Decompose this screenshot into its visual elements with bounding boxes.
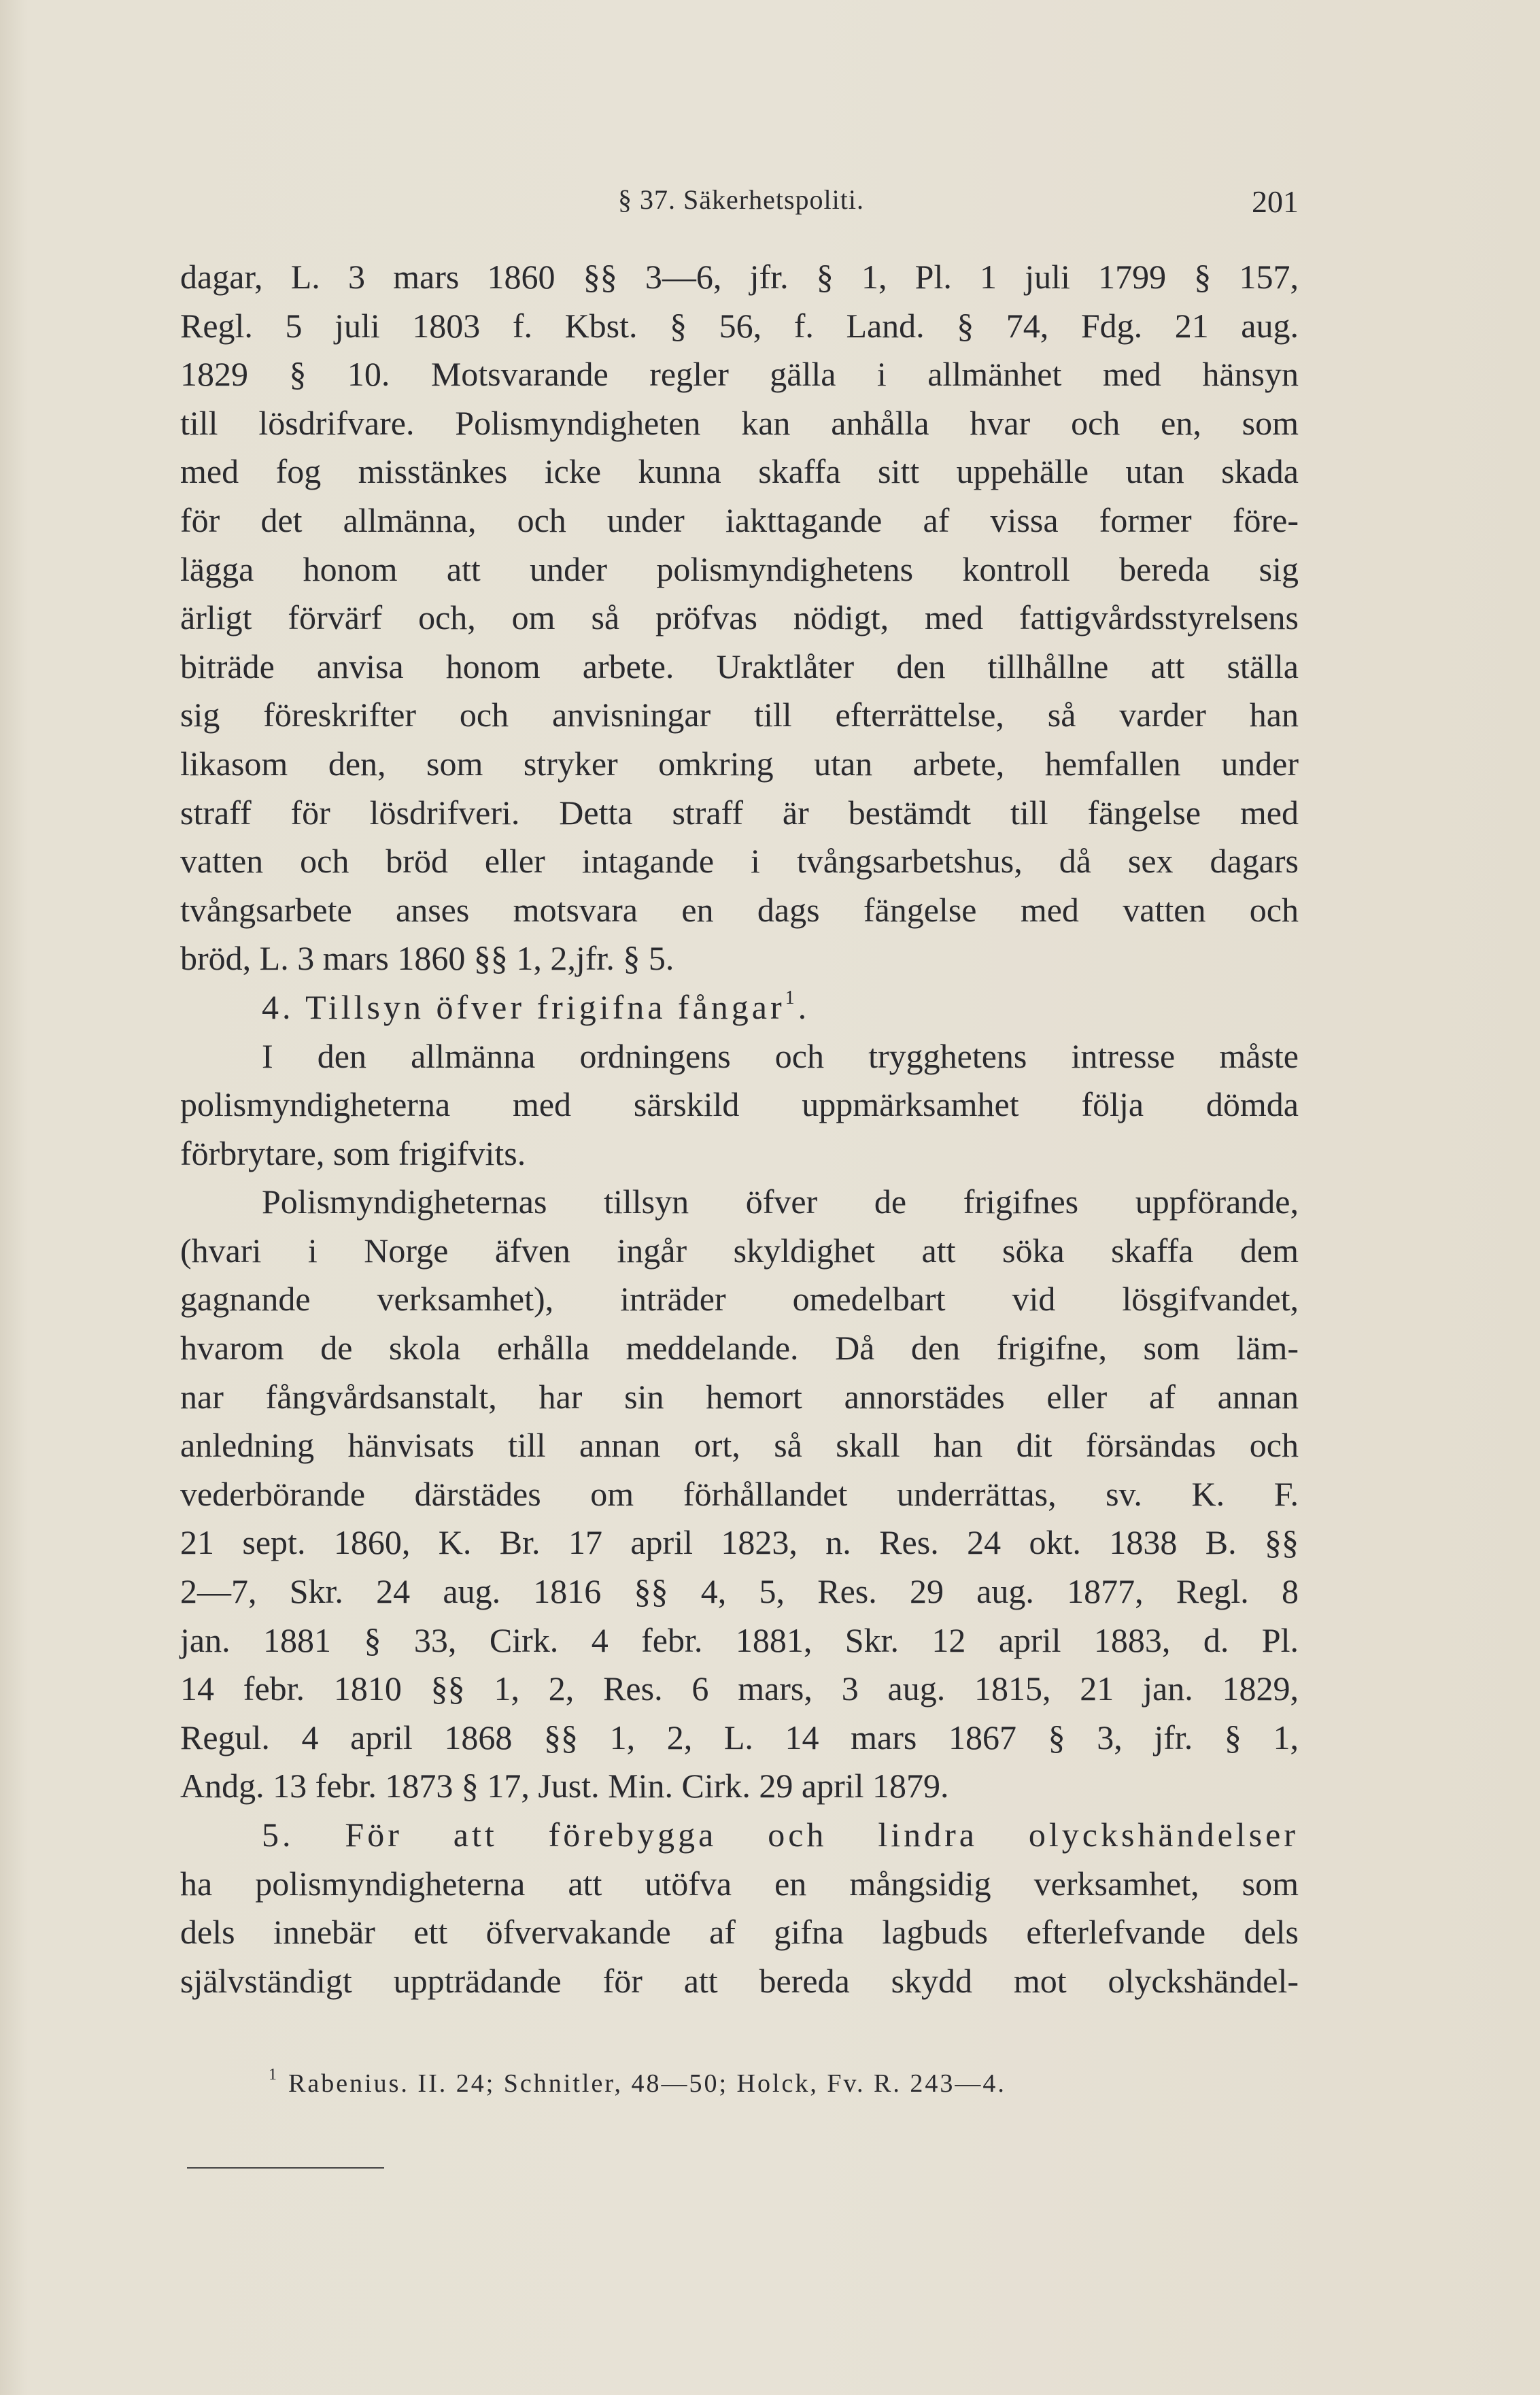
text-line: vederbörande därstädes om förhållandet underrättas, sv. K. F.	[180, 1474, 1299, 1513]
text-line: ärligt förvärf och, om så pröfvas nödigt, med fattigvårdsstyrelsens	[180, 598, 1299, 637]
section-heading-4: 4. Tillsyn öfver frigifna fångar$^1$.	[262, 987, 810, 1026]
running-title: § 37. Säkerhetspoliti.	[618, 184, 864, 215]
text-line: för det allmänna, och under iakttagande af vissa former före-	[180, 500, 1299, 539]
text-line: 2—7, Skr. 24 aug. 1816 §§ 4, 5, Res. 29 aug. 1877, Regl. 8	[180, 1572, 1299, 1611]
text-line: lägga honom att under polismyndighetens kontroll bereda sig	[180, 549, 1299, 588]
page-number: 201	[1252, 184, 1299, 219]
text-line: dagar, L. 3 mars 1860 §§ 3—6, jfr. § 1, Pl. 1 juli 1799 § 157,	[180, 258, 1299, 296]
text-line: I den allmänna ordningens och trygghetens intresse måste	[262, 1036, 1299, 1075]
text-line: likasom den, som stryker omkring utan arbete, hemfallen under	[180, 744, 1299, 783]
text-line: (hvari i Norge äfven ingår skyldighet att söka skaffa dem	[180, 1231, 1299, 1270]
section-heading-text: 4. Tillsyn öfver frigifna fångar	[262, 987, 785, 1026]
text-line: Andg. 13 febr. 1873 § 17, Just. Min. Cirk. 29 april 1879.	[180, 1767, 949, 1805]
footnote-reference: 1	[785, 987, 798, 1008]
text-line: biträde anvisa honom arbete. Uraktlåter den tillhållne att ställa	[180, 647, 1299, 685]
text-line: Polismyndigheternas tillsyn öfver de frigifnes uppförande,	[262, 1183, 1299, 1221]
text-line: straff för lösdrifveri. Detta straff är bestämdt till fängelse med	[180, 793, 1299, 832]
text-line: med fog misstänkes icke kunna skaffa sitt uppehälle utan skada	[180, 452, 1299, 491]
text-line: Regul. 4 april 1868 §§ 1, 2, L. 14 mars 1867 § 3, jfr. § 1,	[180, 1718, 1299, 1756]
footnote-mark: 1	[269, 2066, 279, 2084]
text-line: bröd, L. 3 mars 1860 §§ 1, 2,jfr. § 5.	[180, 939, 674, 978]
text-line: jan. 1881 § 33, Cirk. 4 febr. 1881, Skr. 12 april 1883, d. Pl.	[180, 1620, 1299, 1659]
text-line: nar fångvårdsanstalt, har sin hemort annorstädes eller af annan	[180, 1377, 1299, 1416]
footnote-text: Rabenius. II. 24; Schnitler, 48—50; Holck, Fv. R. 243—4.	[288, 2069, 1006, 2098]
text-line: självständigt uppträdande för att bereda skydd mot olyckshändel-	[180, 1961, 1299, 2000]
text-line: vatten och bröd eller intagande i tvångsarbetshus, då sex dagars	[180, 842, 1299, 881]
text-line: förbrytare, som frigifvits.	[180, 1134, 526, 1172]
text-line: dels innebär ett öfvervakande af gifna lagbuds efterlefvande dels	[180, 1913, 1299, 1952]
section-heading-5: 5. För att förebygga och lindra olyckshändelser	[262, 1816, 1299, 1854]
footnote-rule	[187, 2167, 384, 2169]
text-line: anledning hänvisats till annan ort, så skall han dit försändas och	[180, 1426, 1299, 1465]
footnote	[269, 2066, 1006, 2099]
text-line: Regl. 5 juli 1803 f. Kbst. § 56, f. Land. § 74, Fdg. 21 aug.	[180, 306, 1299, 345]
text-line: ha polismyndigheterna att utöfva en mångsidig verksamhet, som	[180, 1864, 1299, 1903]
text-line: till lösdrifvare. Polismyndigheten kan anhålla hvar och en, som	[180, 403, 1299, 442]
text-line: 14 febr. 1810 §§ 1, 2, Res. 6 mars, 3 aug. 1815, 21 jan. 1829,	[180, 1669, 1299, 1708]
text-line: polismyndigheterna med särskild uppmärksamhet följa dömda	[180, 1085, 1299, 1124]
text-line: gagnande verksamhet), inträder omedelbart vid lösgifvandet,	[180, 1280, 1299, 1319]
text-line: tvångsarbete anses motsvara en dags fängelse med vatten och	[180, 890, 1299, 929]
body-text	[180, 253, 1299, 2005]
text-line: 21 sept. 1860, K. Br. 17 april 1823, n. Res. 24 okt. 1838 B. §§	[180, 1523, 1299, 1562]
text-line: 1829 § 10. Motsvarande regler gälla i allmänhet med hänsyn	[180, 355, 1299, 394]
running-head	[184, 178, 1299, 226]
text-line: sig föreskrifter och anvisningar till efterrättelse, så varder han	[180, 696, 1299, 734]
text-line: hvarom de skola erhålla meddelande. Då den frigifne, som läm-	[180, 1329, 1299, 1368]
